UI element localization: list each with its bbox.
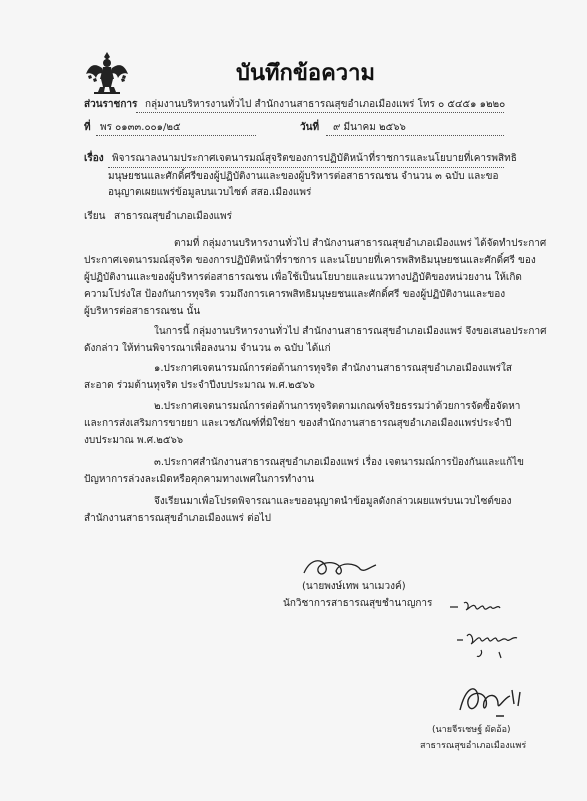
agency-value: กลุ่มงานบริหารงานทั่วไป สำนักงานสาธารณสุขอำเภอเมืองแพร่ โทร ๐ ๕๔๕๑ ๑๒๒๐: [145, 99, 506, 110]
list-item-2-cont: และการส่งเสริมการขายยา และเวชภัณฑ์ที่มิใช่ยา ของสำนักงานสาธารณสุขอำเภอเมืองแพร่ประจำปี: [84, 418, 512, 429]
list-item-1-cont: สะอาด ร่วมต้านทุจริต ประจำปีงบประมาณ พ.ศ.๒๕๖๖: [84, 380, 315, 391]
date-value: ๙ มีนาคม ๒๕๖๖: [333, 122, 406, 133]
body-line: ประกาศเจตนารมณ์สุจริต ของการปฏิบัติหน้าที่ราชการ และนโยบายที่เคารพสิทธิมนุษยชนและศักดิ์ศรี ของ: [84, 255, 536, 266]
subject-dotline: [108, 167, 504, 168]
list-item-2: ๒.ประกาศเจตนารมณ์การต่อต้านการทุจริตตามเกณฑ์จริยธรรมว่าด้วยการจัดซื้อจัดหา: [154, 401, 521, 412]
garuda-emblem-icon: [84, 48, 130, 96]
signer-1-name: (นายพงษ์เทพ นาเมวงค์): [302, 581, 406, 592]
body-line: ผู้ปฏิบัติงานและของผู้บริหารต่อสาธารณชน เพื่อใช้เป็นนโยบายและแนวทางปฏิบัติของหน่วยงาน ให้เกิด: [84, 272, 522, 283]
body-line: ผู้บริหารต่อสาธารณชน นั้น: [84, 306, 201, 317]
closing-line: สำนักงานสาธารณสุขอำเภอเมืองแพร่ ต่อไป: [84, 513, 271, 524]
agency-label: ส่วนราชการ: [84, 99, 138, 110]
closing-line: จึงเรียนมาเพื่อโปรดพิจารณาและขออนุญาตนำข้อมูลดังกล่าวเผยแพร่บนเวบไซต์ของ: [154, 496, 512, 507]
list-item-3: ๓.ประกาศสำนักงานสาธารณสุขอำเภอเมืองแพร่ เรื่อง เจตนารมณ์การป้องกันและแก้ไข: [154, 457, 525, 468]
list-item-3-cont: ปัญหาการล่วงละเมิดหรือคุกคามทางเพศในการทำงาน: [84, 474, 315, 485]
signature-2-image: [452, 680, 532, 720]
subject-label: เรื่อง: [84, 153, 104, 164]
list-item-2-cont: งบประมาณ พ.ศ.๒๕๖๖: [84, 435, 184, 446]
salutation-value: สาธารณสุขอำเภอเมืองแพร่: [114, 211, 232, 222]
handwritten-note-2: [455, 628, 525, 664]
subject-line-3: อนุญาตเผยแพร่ข้อมูลบนเวบไซต์ สสอ.เมืองแพร่: [108, 187, 312, 198]
body-line: ในการนี้ กลุ่มงานบริหารงานทั่วไป สำนักงานสาธารณสุขอำเภอเมืองแพร่ จึงขอเสนอประกาศ: [154, 326, 547, 337]
body-line: ความโปร่งใส ป้องกันการทุจริต รวมถึงการเคารพสิทธิมนุษยชนและศักดิ์ศรี ของผู้ปฏิบัติงานและของ: [84, 289, 506, 300]
memo-title: บันทึกข้อความ: [236, 61, 376, 86]
agency-dotline: [136, 112, 504, 113]
body-line: ตามที่ กลุ่มงานบริหารงานทั่วไป สำนักงานสาธารณสุขอำเภอเมืองแพร่ ได้จัดทำประกาศ: [174, 238, 547, 249]
signer-2-position: สาธารณสุขอำเภอเมืองแพร่: [420, 741, 527, 751]
salutation-label: เรียน: [84, 211, 106, 222]
ref-label: ที่: [84, 122, 91, 133]
date-dotline: [326, 135, 504, 136]
signer-1-position: นักวิชาการสาธารณสุขชำนาญการ: [283, 598, 433, 609]
date-label: วันที่: [300, 122, 320, 133]
subject-line-2: มนุษยชนและศักดิ์ศรีของผู้ปฏิบัติงานและของผู้บริหารต่อสาธารณชน จำนวน ๓ ฉบับ และขอ: [108, 171, 499, 182]
list-item-1: ๑.ประกาศเจตนารมณ์การต่อต้านการทุจริต สำนักงานสาธารณสุขอำเภอเมืองแพร่ใส: [154, 363, 513, 374]
subject-line-1: พิจารณาลงนามประกาศเจตนารมณ์สุจริตของการปฏิบัติหน้าที่ราชการและนโยบายที่เคารพสิทธิ: [112, 153, 517, 164]
signature-1-image: [300, 553, 380, 581]
signer-2-name: (นายจีรเชษฐ์ ผัดอ้อ): [432, 725, 511, 735]
body-line: ดังกล่าว ให้ท่านพิจารณาเพื่อลงนาม จำนวน ๓ ฉบับ ได้แก่: [84, 343, 331, 354]
ref-dotline: [96, 135, 256, 136]
ref-value: พร ๐๑๓๓.๐๐๑/๒๕: [100, 122, 181, 133]
handwritten-note-1: [448, 598, 504, 616]
